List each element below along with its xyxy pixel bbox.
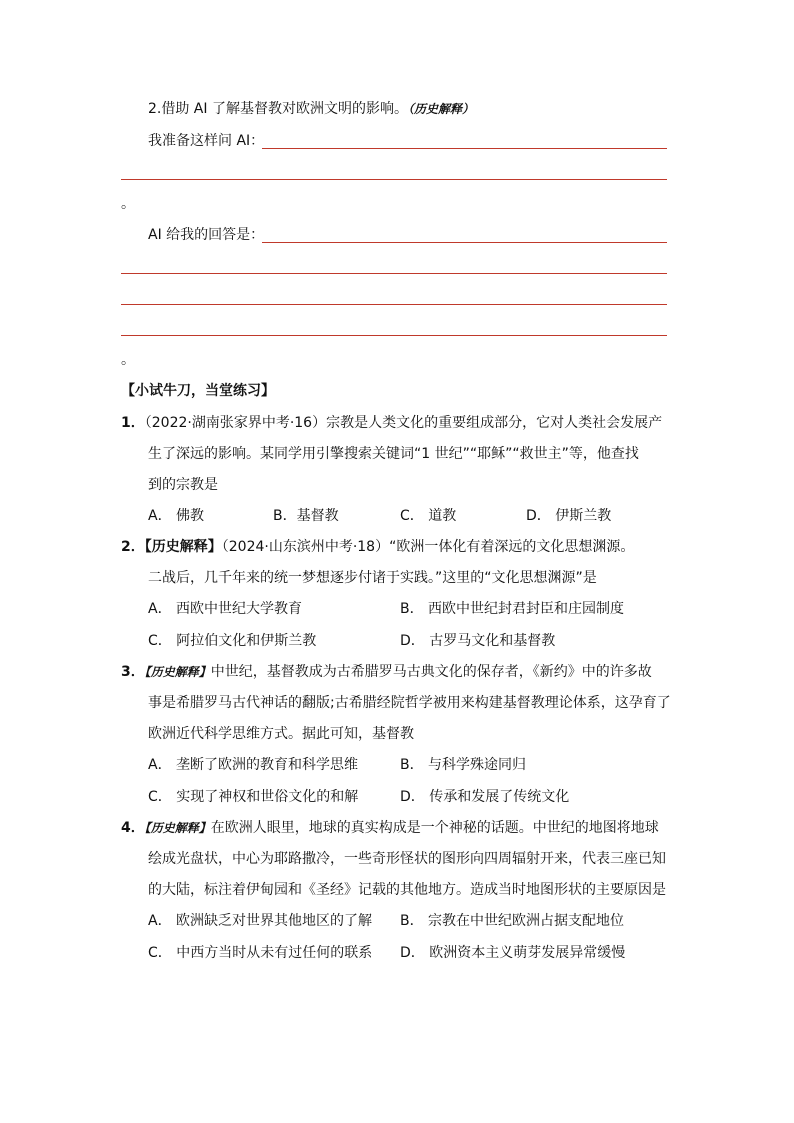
question-2-line-1 — [121, 537, 634, 557]
question-1-line-2: 生了深远的影响。某同学用引擎搜索关键词“1 世纪”“耶稣”“救世主”等，他查找 — [148, 446, 639, 462]
question-2-number: 2． — [121, 539, 145, 555]
question-2-option-d[interactable]: D． 古罗马文化和基督教 — [400, 633, 556, 649]
question-2-text-1: “欧洲一体化有着深远的文化思想渊源。 — [389, 539, 635, 555]
question-1-number: 1． — [121, 415, 145, 431]
question-3-line-3: 欧洲近代科学思维方式。据此可知，基督教 — [148, 726, 414, 742]
ai-answer-line-2[interactable] — [121, 273, 667, 274]
question-3-tag: 【历史解释】 — [144, 665, 211, 679]
question-2-option-a[interactable]: A． 西欧中世纪大学教育 — [148, 601, 303, 617]
ask-answer-line-1[interactable] — [262, 148, 667, 149]
question-2-option-b[interactable]: B． 西欧中世纪封君封臣和庄园制度 — [400, 601, 625, 617]
ai-answer-line-1[interactable] — [262, 242, 667, 243]
ai-answer-line-4[interactable] — [121, 335, 667, 336]
question-1-option-a[interactable]: A． 佛教 — [148, 508, 205, 524]
question-3-line-1 — [121, 662, 652, 682]
question-1-text-1: 宗教是人类文化的重要组成部分，它对人类社会发展产 — [326, 415, 663, 431]
task2-title — [148, 99, 474, 119]
question-4-text-1: 在欧洲人眼里，地球的真实构成是一个神秘的话题。中世纪的地图将地球 — [210, 820, 659, 836]
ai-answer-line-3[interactable] — [121, 304, 667, 305]
question-3-line-2: 事是希腊罗马古代神话的翻版;古希腊经院哲学被用来构建基督教理论体系，这孕育了 — [148, 695, 671, 711]
answer-period: 。 — [121, 352, 135, 368]
practice-header: 【小试牛刀，当堂练习】 — [121, 383, 275, 399]
question-1-line-3: 到的宗教是 — [148, 477, 218, 493]
question-4-option-d[interactable]: D． 欧洲资本主义萌芽发展异常缓慢 — [400, 945, 626, 961]
question-4-line-2: 绘成光盘状，中心为耶路撒冷，一些奇形怪状的图形向四周辐射开来，代表三座已知 — [148, 851, 666, 867]
question-4-option-a[interactable]: A． 欧洲缺乏对世界其他地区的了解 — [148, 913, 373, 929]
question-2-line-2: 二战后，几千年来的统一梦想逐步付诸于实践。”这里的“文化思想渊源”是 — [148, 570, 597, 586]
question-3-option-b[interactable]: B． 与科学殊途同归 — [400, 757, 527, 773]
ask-label: 我准备这样问 AI： — [148, 133, 265, 149]
question-3-option-d[interactable]: D． 传承和发展了传统文化 — [400, 789, 570, 805]
question-4-number: 4． — [121, 820, 145, 836]
question-3-text-1: 中世纪，基督教成为古希腊罗马古典文化的保存者，《新约》中的许多故 — [210, 664, 652, 680]
question-4-line-3: 的大陆，标注着伊甸园和《圣经》记载的其他地方。造成当时地图形状的主要原因是 — [148, 882, 666, 898]
task2-title-text: 2.借助 AI 了解基督教对欧洲文明的影响。 — [148, 101, 408, 117]
question-4-option-c[interactable]: C． 中西方当时从未有过任何的联系 — [148, 945, 373, 961]
answer-label: AI 给我的回答是： — [148, 227, 265, 243]
question-1-source: （2022·湖南张家界中考·16） — [144, 415, 327, 431]
ask-period: 。 — [121, 196, 135, 212]
question-1-option-b[interactable]: B．基督教 — [273, 508, 339, 524]
question-2-source: （2024·山东滨州中考·18） — [221, 539, 390, 555]
ask-answer-line-2[interactable] — [121, 179, 667, 180]
question-4-tag: 【历史解释】 — [144, 821, 211, 835]
question-1-option-d[interactable]: D． 伊斯兰教 — [526, 508, 612, 524]
question-1-line-1 — [121, 413, 662, 433]
question-4-option-b[interactable]: B． 宗教在中世纪欧洲占据支配地位 — [400, 913, 625, 929]
question-3-number: 3． — [121, 664, 145, 680]
task2-tag: （历史解释） — [407, 102, 474, 116]
question-3-option-c[interactable]: C． 实现了神权和世俗文化的和解 — [148, 789, 359, 805]
question-2-tag: 【历史解释】 — [144, 539, 222, 555]
question-4-line-1 — [121, 818, 659, 838]
question-2-option-c[interactable]: C． 阿拉伯文化和伊斯兰教 — [148, 633, 317, 649]
question-3-option-a[interactable]: A． 垄断了欧洲的教育和科学思维 — [148, 757, 359, 773]
question-1-option-c[interactable]: C． 道教 — [400, 508, 457, 524]
